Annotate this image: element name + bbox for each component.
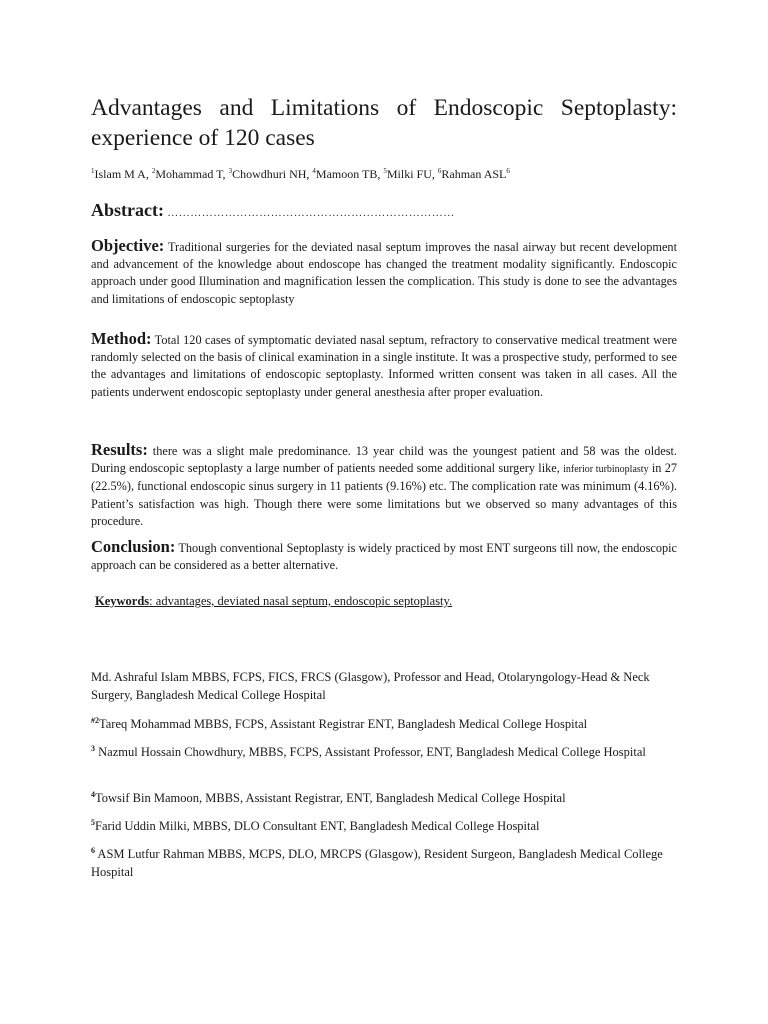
affiliation-1	[91, 668, 681, 704]
author-list	[91, 166, 691, 182]
paper-title	[91, 93, 677, 153]
author-sup: 2	[151, 167, 156, 175]
affiliation-3	[91, 743, 681, 761]
affiliation-4	[91, 789, 681, 807]
affiliation-5	[91, 817, 681, 835]
author-name: Mamoon TB,	[315, 167, 384, 181]
affiliation-2	[91, 715, 681, 733]
method-section	[91, 330, 677, 401]
affiliation-text: Tareq Mohammad MBBS, FCPS, Assistant Registrar ENT, Bangladesh Medical College Hospital	[99, 717, 588, 731]
author-sup: 6	[437, 167, 442, 175]
method-text: Total 120 cases of symptomatic deviated nasal septum, refractory to conservative medical treatment were randomly selected on the basis of clinical examination in a single institute. It was a prospective study, performed to see the advantages and limitations of endoscopic septoplasty. Informed written consent was taken in all cases. All the patients underwent endoscopic septoplasty under general anesthesia after proper evaluation.	[91, 333, 677, 399]
abstract-heading	[91, 199, 681, 224]
author-name: Islam M A,	[94, 167, 152, 181]
objective-heading: Objective:	[91, 236, 165, 255]
conclusion-section	[91, 538, 677, 574]
keywords-text: : advantages, deviated nasal septum, endoscopic septoplasty.	[149, 594, 453, 608]
results-text-b: in 27 (22.5%), functional endoscopic sinus surgery in 11 patients (9.16%) etc. The complication rate was minimum (4.16%). Patient’s satisfaction was high. Though there were some limitations but we observed so many advantages of this procedure.	[91, 461, 677, 528]
results-text-a: there was a slight male predominance. 13 year child was the youngest patient and 58 was the oldest. During endoscopic septoplasty a large number of patients needed some additional surgery like,	[91, 444, 677, 476]
affiliation-sup: 3	[91, 744, 95, 753]
paper-title-line-2: experience of 120 cases	[91, 125, 315, 151]
results-heading: Results:	[91, 440, 148, 459]
abstract-label: Abstract:	[91, 200, 164, 220]
affiliation-sup: 6	[91, 846, 95, 855]
author-sup: 4	[312, 167, 316, 175]
affiliation-sup: #2	[91, 716, 99, 725]
affiliation-text: ASM Lutfur Rahman MBBS, MCPS, DLO, MRCPS (Glasgow), Resident Surgeon, Bangladesh Medical College Hospital	[91, 847, 663, 879]
results-section	[91, 441, 677, 530]
objective-text: Traditional surgeries for the deviated nasal septum improves the nasal airway but recent development and advancement of the knowledge about endoscope has changed the treatment modality significantly. Endoscopic approach under good Illumination and magnification lessen the complication. This study is done to see the advantages and limitations of endoscopic septoplasty	[91, 240, 677, 306]
author-name: Rahman ASL	[441, 167, 507, 181]
conclusion-heading: Conclusion:	[91, 537, 176, 556]
author-sup: 5	[383, 167, 387, 175]
keywords-line	[95, 593, 675, 610]
keywords-heading: Keywords	[95, 594, 150, 608]
affiliation-text: Nazmul Hossain Chowdhury, MBBS, FCPS, Assistant Professor, ENT, Bangladesh Medical College Hospital	[95, 745, 646, 759]
conclusion-text: Though conventional Septoplasty is widely practiced by most ENT surgeons till now, the endoscopic approach can be considered as a better alternative.	[91, 541, 677, 573]
affiliation-text: Towsif Bin Mamoon, MBBS, Assistant Registrar, ENT, Bangladesh Medical College Hospital	[95, 791, 566, 805]
affiliation-text: Md. Ashraful Islam MBBS, FCPS, FICS, FRCS (Glasgow), Professor and Head, Otolaryngology-Head & Neck Surgery, Bangladesh Medical College Hospital	[91, 670, 650, 702]
author-name: Chowdhuri NH,	[232, 167, 313, 181]
paper-title-line-1: Advantages and Limitations of Endoscopic Septoplasty:	[91, 95, 677, 121]
affiliation-sup: 4	[91, 790, 95, 799]
affiliation-sup: 5	[91, 818, 95, 827]
results-text-small: inferior turbinoplasty	[563, 464, 649, 476]
abstract-dots: …………………………………………………………………	[163, 207, 455, 219]
affiliation-text: Farid Uddin Milki, MBBS, DLO Consultant ENT, Bangladesh Medical College Hospital	[95, 819, 540, 833]
method-heading: Method:	[91, 329, 152, 348]
author-name: Milki FU,	[386, 167, 438, 181]
objective-section	[91, 237, 677, 308]
author-sup: 3	[228, 167, 233, 175]
author-sup: 1	[91, 167, 95, 175]
author-name: Mohammad T,	[155, 167, 229, 181]
affiliation-6	[91, 845, 681, 881]
author-sup: 6	[506, 167, 510, 175]
